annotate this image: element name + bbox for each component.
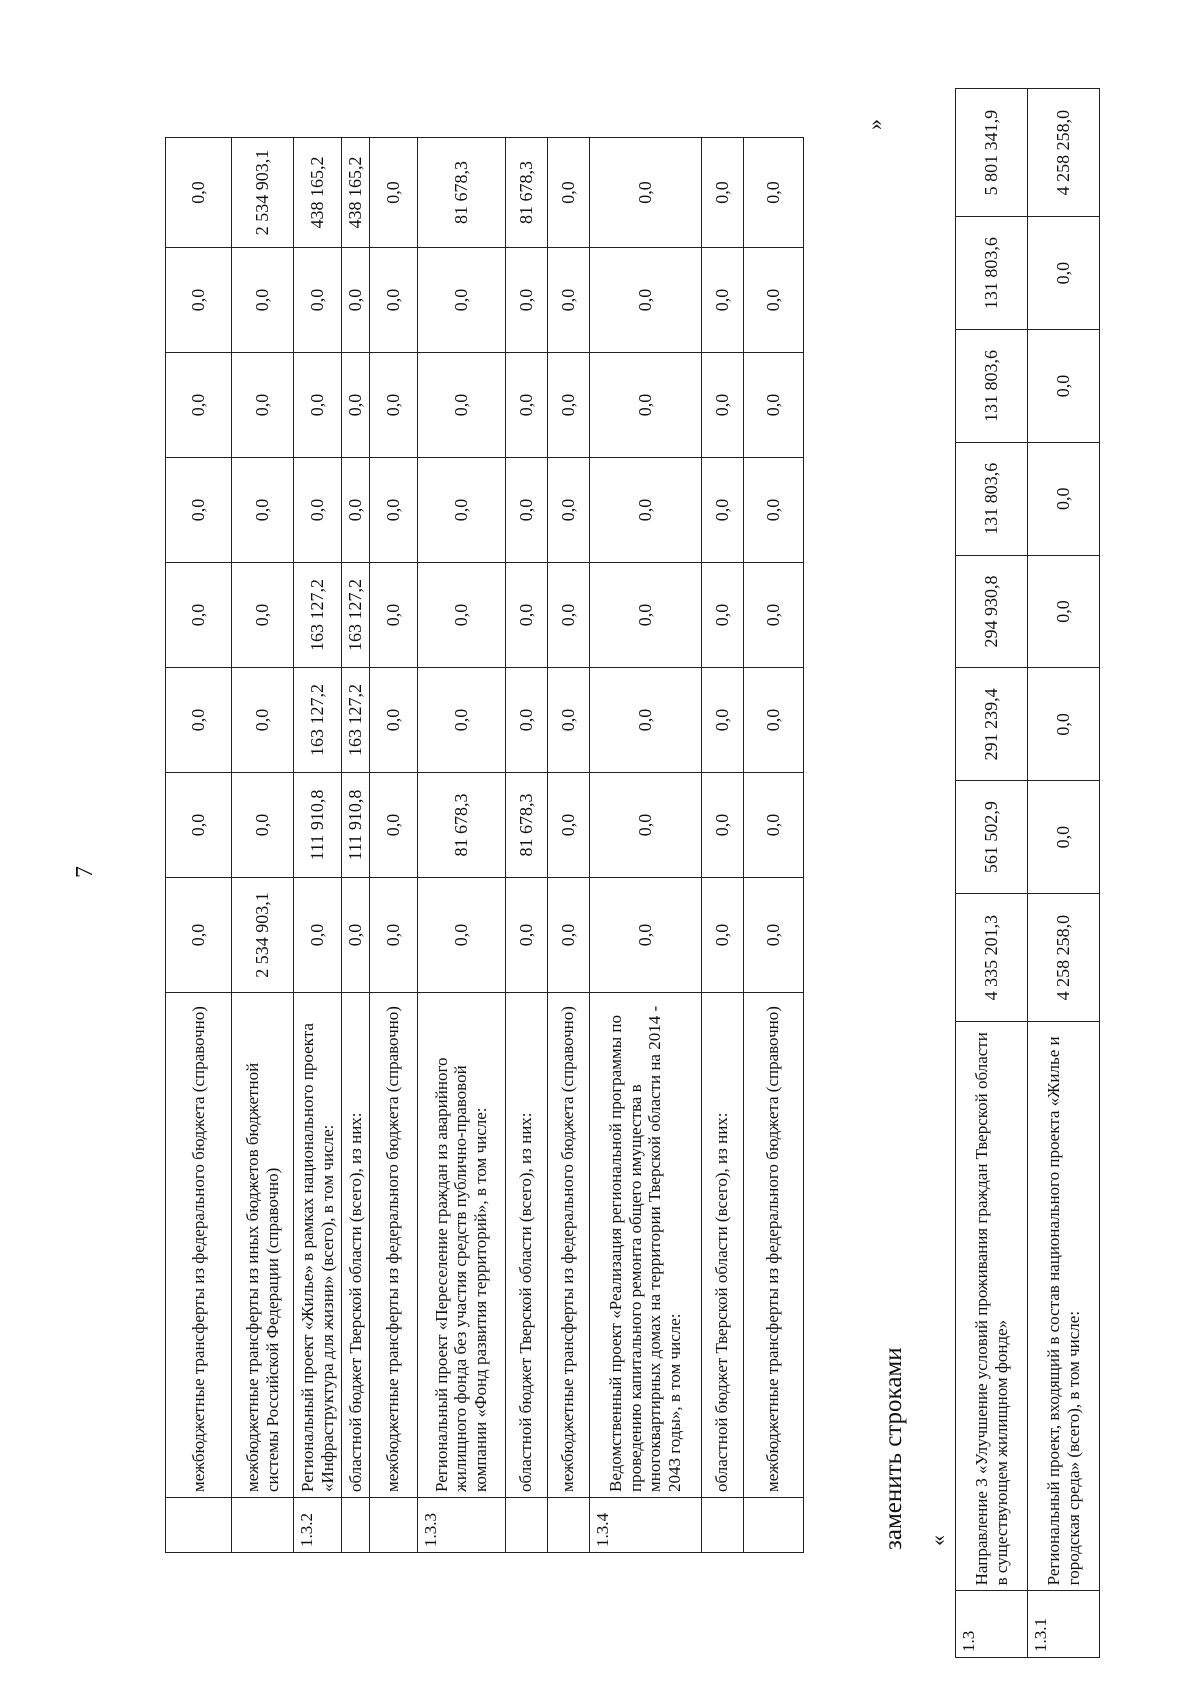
value-cell: 0,0 [743,563,803,668]
value-cell: 0,0 [232,668,294,773]
row-name: межбюджетные трансферты из федерального бюджета (справочно) [547,993,589,1498]
table-row [589,138,701,1553]
value-cell: 0,0 [701,458,743,563]
row-number: 1.3.4 [589,1498,701,1553]
value-cell: 4 258 258,0 [1028,894,1100,1022]
value-cell: 4 335 201,3 [956,894,1028,1022]
value-cell: 0,0 [342,458,370,563]
value-cell: 0,0 [369,248,417,353]
row-number [743,1498,803,1553]
row-name: областной бюджет Тверской области (всего), из них: [342,993,370,1498]
value-cell: 0,0 [505,563,547,668]
value-cell: 0,0 [369,353,417,458]
value-cell: 0,0 [417,248,505,353]
value-cell: 0,0 [547,668,589,773]
value-cell: 111 910,8 [342,773,370,878]
table-row [232,138,294,1553]
table-row [342,138,370,1553]
value-cell: 0,0 [166,248,232,353]
value-cell: 0,0 [547,248,589,353]
value-cell: 0,0 [701,138,743,248]
value-cell: 0,0 [743,773,803,878]
row-name: Региональный проект «Жилье» в рамках национального проекта «Инфраструктура для жизни» (всего), в том числе: [294,993,342,1498]
table-row [417,138,505,1553]
table-row [547,138,589,1553]
value-cell: 5 801 341,9 [956,89,1028,217]
value-cell: 0,0 [589,563,701,668]
value-cell: 4 258 258,0 [1028,89,1100,217]
value-cell: 0,0 [417,458,505,563]
value-cell: 561 502,9 [956,781,1028,894]
row-name: Региональный проект «Переселение граждан из аварийного жилищного фонда без участия средств публично-правовой компании «Фонд развития территорий», в том числе: [417,993,505,1498]
value-cell: 163 127,2 [342,563,370,668]
value-cell: 0,0 [1028,555,1100,668]
value-cell: 131 803,6 [956,330,1028,443]
table-row [743,138,803,1553]
value-cell: 0,0 [342,878,370,993]
row-name: Направление 3 «Улучшение условий проживания граждан Тверской области в существующем жилищном фонде» [956,1022,1028,1591]
row-name: межбюджетные трансферты из федерального бюджета (справочно) [743,993,803,1498]
table-row [701,138,743,1553]
value-cell: 0,0 [743,668,803,773]
row-name: межбюджетные трансферты из федерального бюджета (справочно) [166,993,232,1498]
value-cell: 0,0 [701,668,743,773]
row-number [701,1498,743,1553]
value-cell: 0,0 [369,138,417,248]
value-cell: 0,0 [505,458,547,563]
table-row [505,138,547,1553]
row-number [166,1498,232,1553]
value-cell: 0,0 [701,563,743,668]
table-row [294,138,342,1553]
value-cell: 131 803,6 [956,217,1028,330]
row-number [547,1498,589,1553]
value-cell: 111 910,8 [294,773,342,878]
row-number: 1.3.1 [1028,1591,1100,1658]
value-cell: 0,0 [166,458,232,563]
value-cell: 0,0 [417,878,505,993]
value-cell: 0,0 [701,773,743,878]
value-cell: 81 678,3 [417,773,505,878]
value-cell: 131 803,6 [956,442,1028,555]
value-cell: 0,0 [369,773,417,878]
value-cell: 0,0 [369,878,417,993]
table-row [1028,89,1100,1658]
value-cell: 0,0 [743,878,803,993]
row-number: 1.3 [956,1591,1028,1658]
value-cell: 0,0 [701,248,743,353]
value-cell: 163 127,2 [294,563,342,668]
replace-instruction: заменить строками [880,1347,907,1550]
value-cell: 163 127,2 [294,668,342,773]
value-cell: 0,0 [1028,217,1100,330]
value-cell: 438 165,2 [342,138,370,248]
value-cell: 291 239,4 [956,668,1028,781]
value-cell: 0,0 [743,248,803,353]
value-cell: 0,0 [369,458,417,563]
row-name: межбюджетные трансферты из иных бюджетов бюджетной системы Российской Федерации (справочно) [232,993,294,1498]
row-number [505,1498,547,1553]
value-cell: 0,0 [547,878,589,993]
value-cell: 0,0 [589,353,701,458]
value-cell: 0,0 [547,773,589,878]
value-cell: 81 678,3 [505,138,547,248]
table-row [956,89,1028,1658]
table-row [369,138,417,1553]
value-cell: 0,0 [1028,330,1100,443]
value-cell: 0,0 [505,353,547,458]
value-cell: 0,0 [166,563,232,668]
value-cell: 0,0 [505,668,547,773]
value-cell: 0,0 [417,563,505,668]
row-number [342,1498,370,1553]
value-cell: 0,0 [547,138,589,248]
value-cell: 0,0 [166,668,232,773]
value-cell: 0,0 [547,563,589,668]
value-cell: 0,0 [701,353,743,458]
value-cell: 0,0 [589,773,701,878]
value-cell: 0,0 [232,773,294,878]
value-cell: 0,0 [589,668,701,773]
value-cell: 0,0 [505,878,547,993]
value-cell: 294 930,8 [956,555,1028,668]
value-cell: 0,0 [294,353,342,458]
value-cell: 81 678,3 [417,138,505,248]
value-cell: 0,0 [547,353,589,458]
value-cell: 0,0 [232,248,294,353]
value-cell: 0,0 [505,248,547,353]
value-cell: 0,0 [166,878,232,993]
value-cell: 0,0 [417,353,505,458]
value-cell: 0,0 [743,458,803,563]
value-cell: 0,0 [342,353,370,458]
value-cell: 0,0 [1028,442,1100,555]
row-name: областной бюджет Тверской области (всего), из них: [701,993,743,1498]
value-cell: 0,0 [369,668,417,773]
value-cell: 0,0 [232,563,294,668]
value-cell: 0,0 [369,563,417,668]
value-cell: 0,0 [232,458,294,563]
value-cell: 0,0 [743,353,803,458]
value-cell: 0,0 [166,773,232,878]
value-cell: 0,0 [342,248,370,353]
opening-quote: « [925,1535,950,1546]
row-number: 1.3.3 [417,1498,505,1553]
budget-table-bottom [955,88,1100,1658]
value-cell: 438 165,2 [294,138,342,248]
value-cell: 0,0 [589,878,701,993]
value-cell: 2 534 903,1 [232,138,294,248]
value-cell: 0,0 [589,138,701,248]
value-cell: 0,0 [743,138,803,248]
value-cell: 0,0 [589,458,701,563]
value-cell: 0,0 [166,138,232,248]
row-name: межбюджетные трансферты из федерального бюджета (справочно) [369,993,417,1498]
row-name: областной бюджет Тверской области (всего), из них: [505,993,547,1498]
value-cell: 163 127,2 [342,668,370,773]
row-number [369,1498,417,1553]
value-cell: 0,0 [1028,781,1100,894]
table-row [166,138,232,1553]
value-cell: 0,0 [166,353,232,458]
value-cell: 0,0 [294,248,342,353]
value-cell: 0,0 [701,878,743,993]
budget-table-top [165,137,804,1553]
page-number: 7 [72,866,98,878]
value-cell: 0,0 [1028,668,1100,781]
value-cell: 0,0 [589,248,701,353]
value-cell: 0,0 [294,878,342,993]
row-number: 1.3.2 [294,1498,342,1553]
value-cell: 0,0 [547,458,589,563]
value-cell: 0,0 [232,353,294,458]
value-cell: 81 678,3 [505,773,547,878]
value-cell: 0,0 [417,668,505,773]
row-name: Ведомственный проект «Реализация региональной программы по проведению капитального ремонта общего имущества в многоквартирных домах на территории Тверской области на 2014 - 2043 годы», в том числе: [589,993,701,1498]
row-number [232,1498,294,1553]
closing-quote: » [862,119,887,130]
row-name: Региональный проект, входящий в состав национального проекта «Жилье и городская среда» (всего), в том числе: [1028,1022,1100,1591]
value-cell: 0,0 [294,458,342,563]
value-cell: 2 534 903,1 [232,878,294,993]
